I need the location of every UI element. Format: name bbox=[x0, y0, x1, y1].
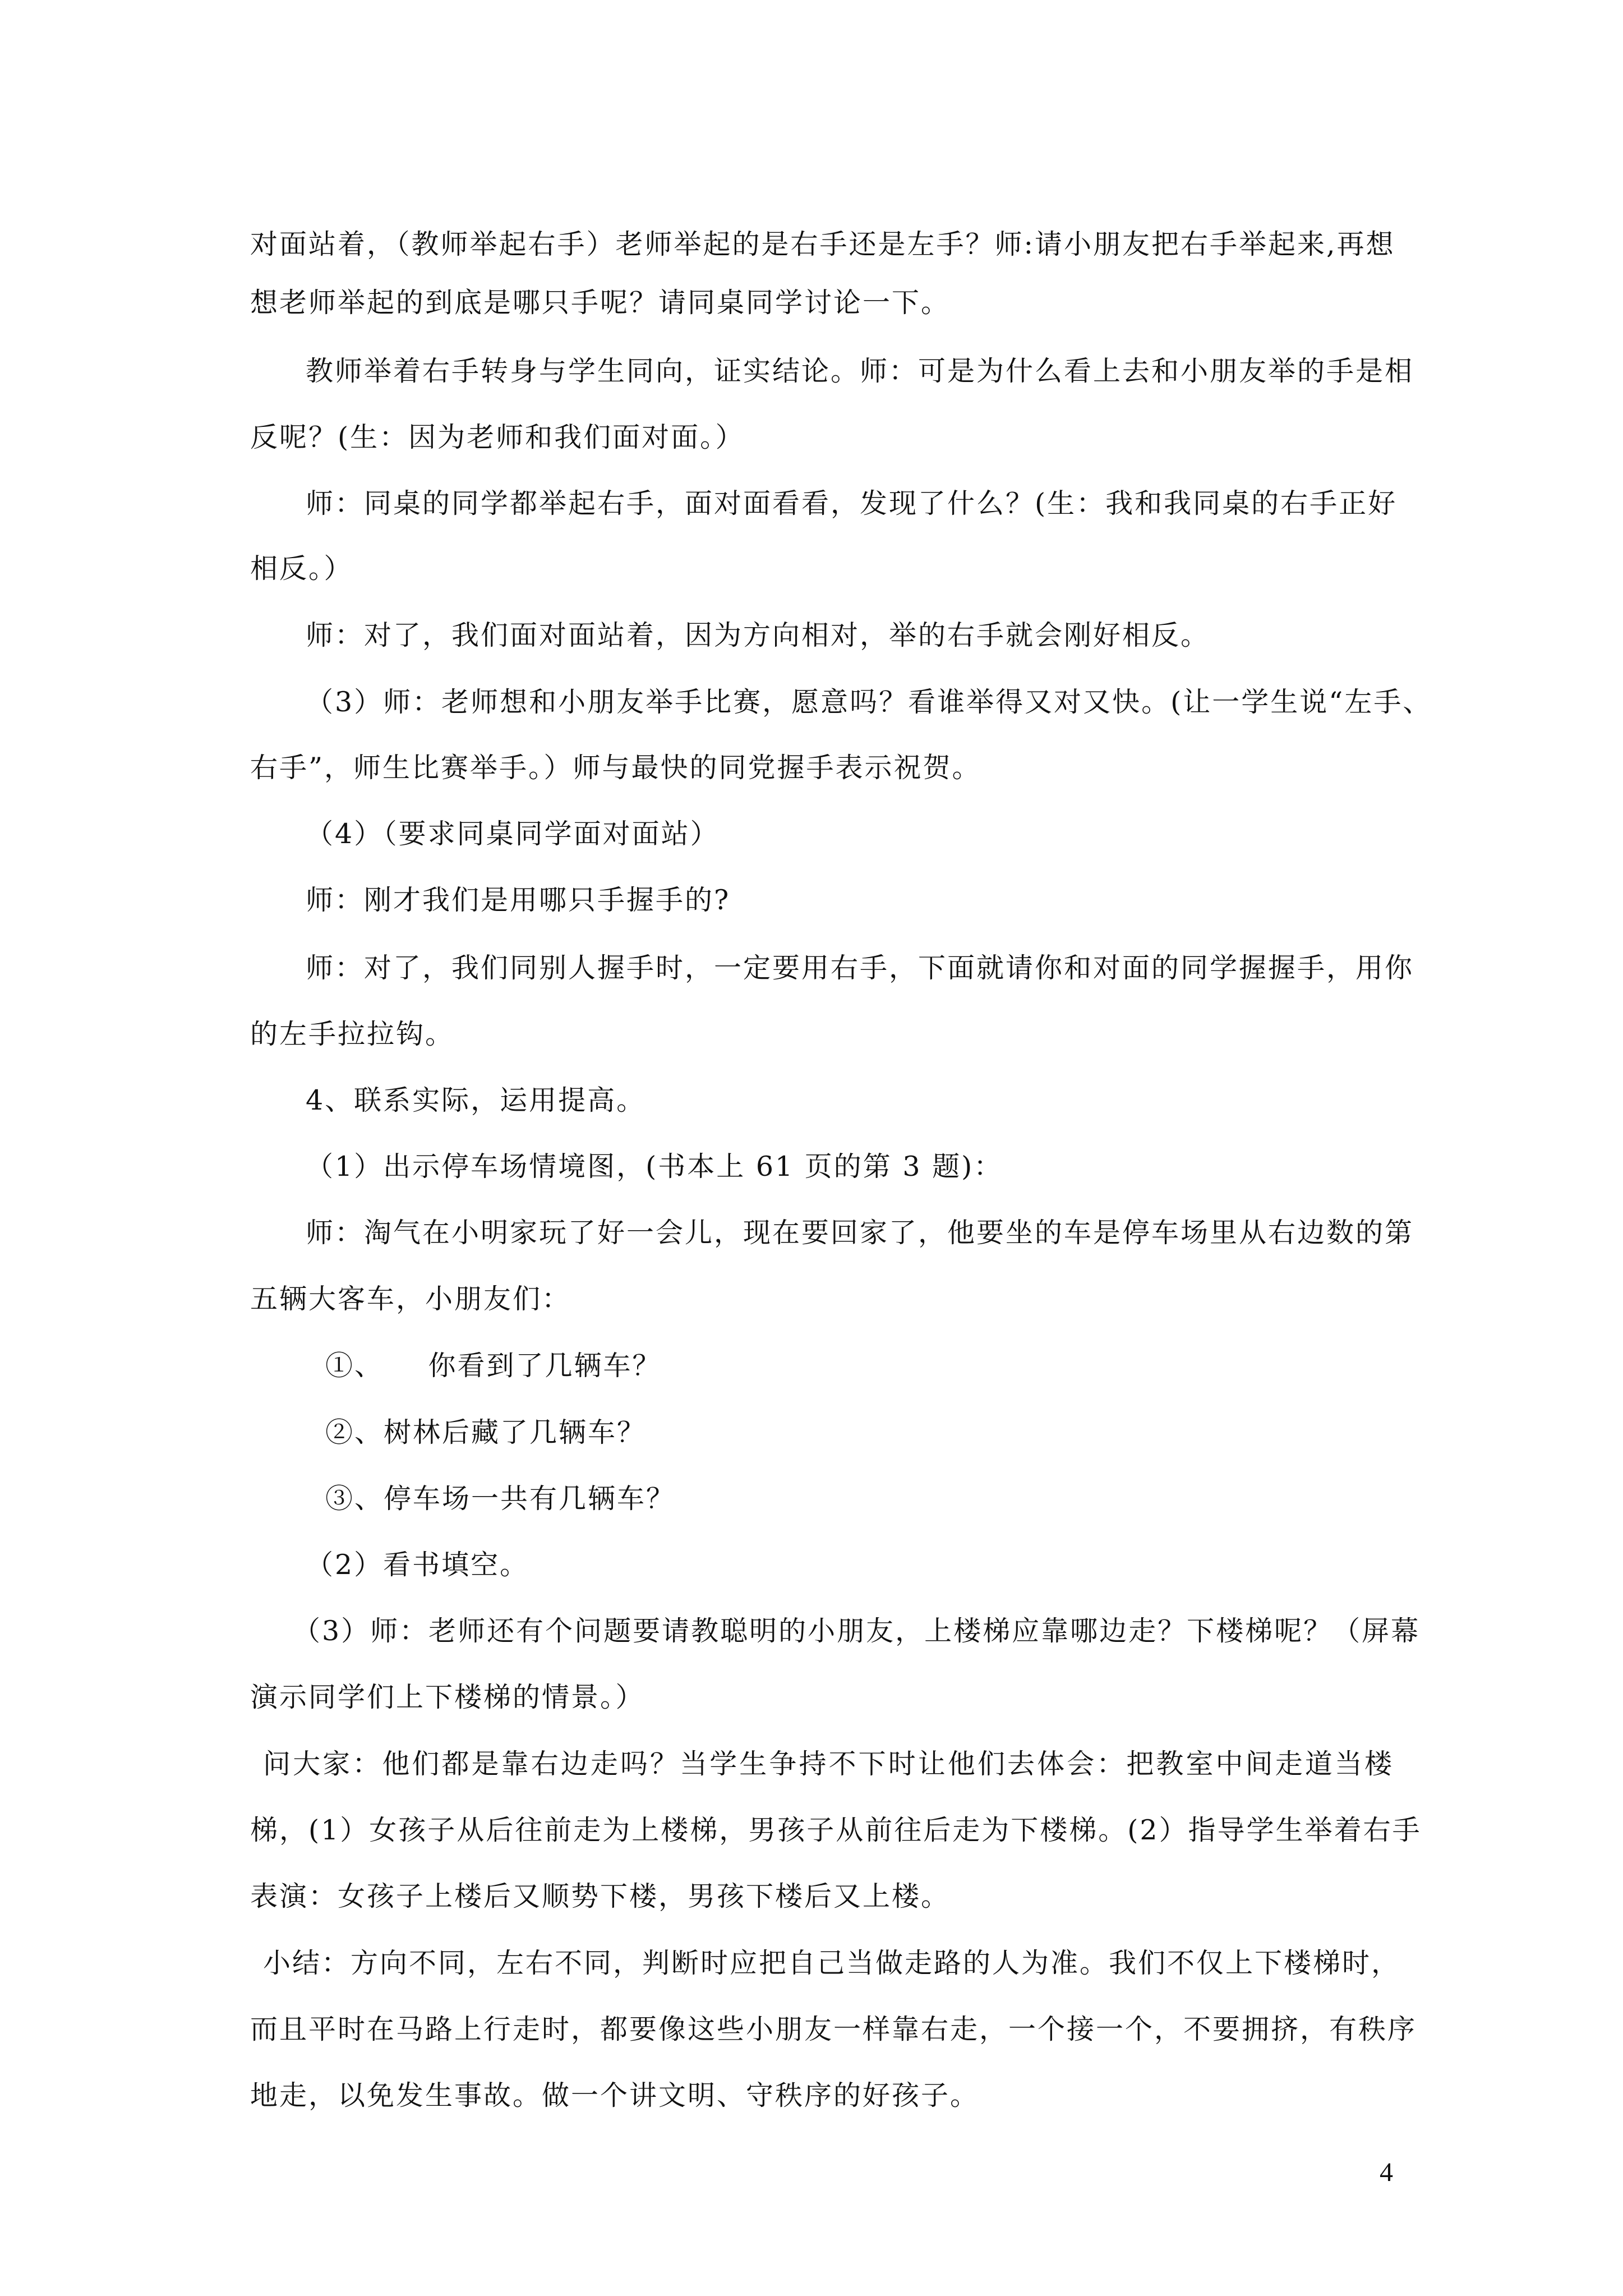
text-line: 五辆大客车，小朋友们： bbox=[250, 1283, 571, 1315]
text-line: 而且平时在马路上行走时，都要像这些小朋友一样靠右走，一个接一个，不要拥挤，有秩序 bbox=[250, 2013, 1417, 2045]
text-line: （3）师：老师还有个问题要请教聪明的小朋友，上楼梯应靠哪边走？下楼梯呢？（屏幕 bbox=[293, 1615, 1421, 1647]
text-line: （4）（要求同桌同学面对面站） bbox=[306, 818, 720, 850]
text-line: 师：对了，我们同别人握手时，一定要用右手，下面就请你和对面的同学握握手，用你 bbox=[306, 952, 1414, 984]
text-line: 地走，以免发生事故。做一个讲文明、守秩序的好孩子。 bbox=[250, 2079, 980, 2111]
text-line: ①、 你看到了几辆车？ bbox=[325, 1350, 662, 1382]
text-line: 教师举着右手转身与学生同向，证实结论。师：可是为什么看上去和小朋友举的手是相 bbox=[306, 355, 1414, 387]
text-line: 表演：女孩子上楼后又顺势下楼，男孩下楼后又上楼。 bbox=[250, 1880, 951, 1912]
text-line: 的左手拉拉钩。 bbox=[250, 1018, 455, 1050]
text-line: （3）师：老师想和小朋友举手比赛，愿意吗？看谁举得又对又快。(让一学生说“左手、 bbox=[306, 686, 1432, 718]
text-line: ③、停车场一共有几辆车？ bbox=[325, 1483, 676, 1515]
text-line: ②、树林后藏了几辆车？ bbox=[325, 1416, 647, 1448]
text-line: 师：刚才我们是用哪只手握手的? bbox=[306, 884, 731, 916]
text-line: 师：对了，我们面对面站着，因为方向相对，举的右手就会刚好相反。 bbox=[306, 619, 1210, 651]
text-line: （2）看书填空。 bbox=[306, 1549, 529, 1581]
text-line: 师：淘气在小明家玩了好一会儿，现在要回家了，他要坐的车是停车场里从右边数的第 bbox=[306, 1217, 1414, 1249]
text-line: 4、联系实际，运用提高。 bbox=[306, 1084, 646, 1116]
text-line: 想老师举起的到底是哪只手呢？请同桌同学讨论一下。 bbox=[250, 287, 951, 319]
text-line: 梯，(1）女孩子从后往前走为上楼梯，男孩子从前往后走为下楼梯。(2）指导学生举着右手 bbox=[250, 1814, 1422, 1846]
text-line: 右手”，师生比赛举手。）师与最快的同党握手表示祝贺。 bbox=[250, 752, 981, 784]
text-line: 反呢？(生：因为老师和我们面对面。） bbox=[250, 421, 745, 453]
text-line: （1）出示停车场情境图，(书本上 61 页的第 3 题)： bbox=[306, 1151, 1003, 1182]
text-line: 相反。） bbox=[250, 553, 353, 585]
page-number: 4 bbox=[1380, 2157, 1393, 2187]
text-line: 问大家：他们都是靠右边走吗？当学生争持不下时让他们去体会：把教室中间走道当楼 bbox=[263, 1748, 1395, 1780]
text-line: 小结：方向不同，左右不同，判断时应把自己当做走路的人为准。我们不仅上下楼梯时， bbox=[263, 1947, 1401, 1979]
text-line: 师：同桌的同学都举起右手，面对面看看，发现了什么？(生：我和我同桌的右手正好 bbox=[306, 487, 1398, 519]
text-line: 演示同学们上下楼梯的情景。） bbox=[250, 1681, 645, 1713]
text-line: 对面站着，（教师举起右手）老师举起的是右手还是左手？师:请小朋友把右手举起来,再想 bbox=[250, 228, 1395, 260]
